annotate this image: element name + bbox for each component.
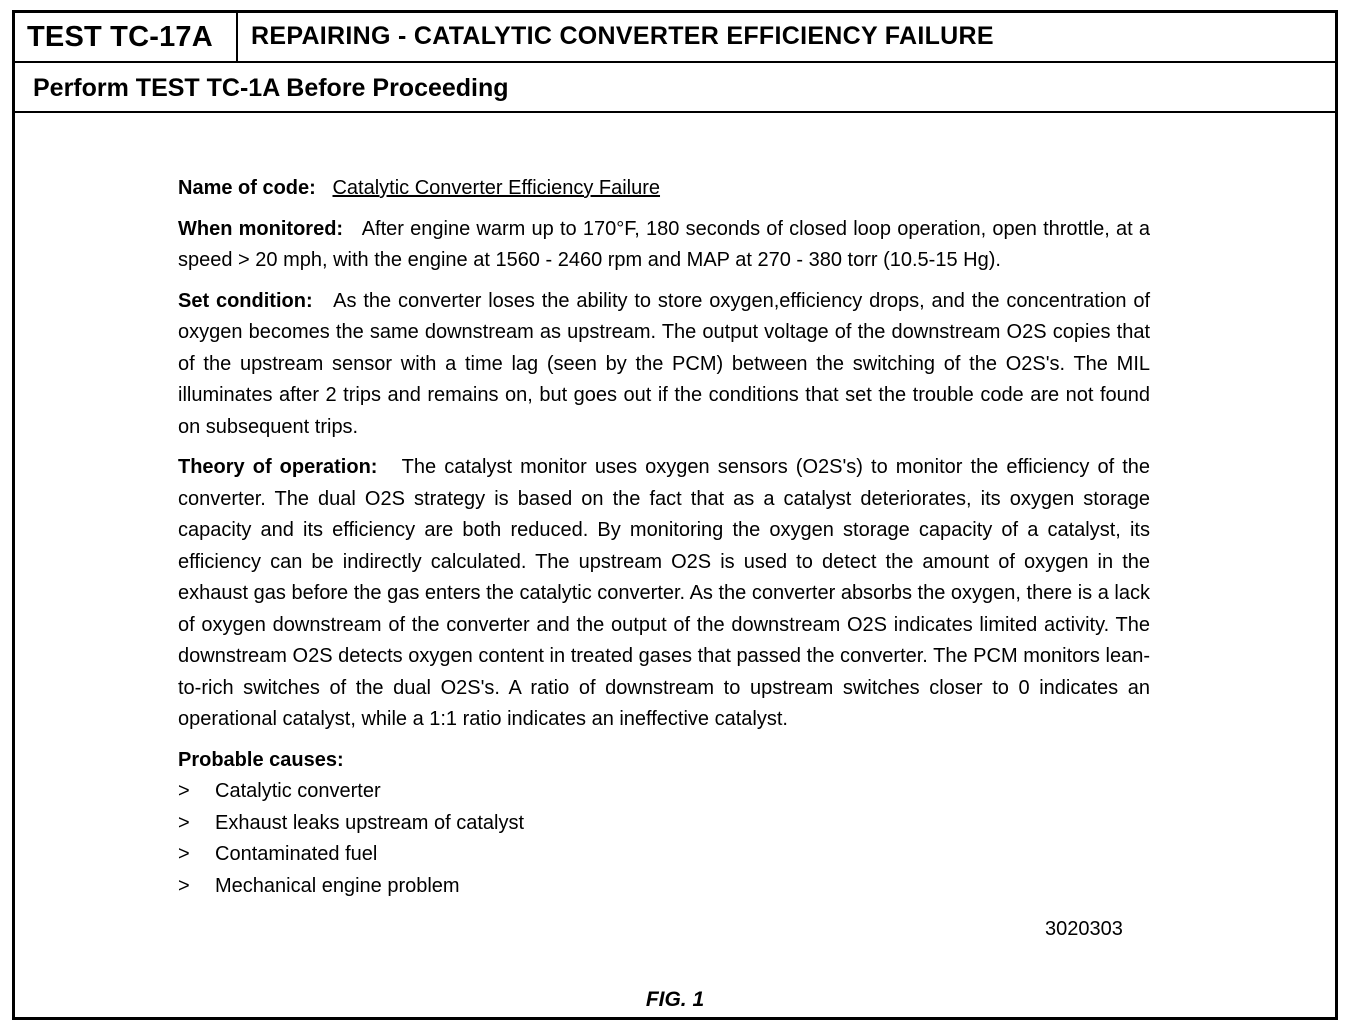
test-content [178, 173, 1150, 902]
list-item [178, 808, 1150, 840]
cause-text: Contaminated fuel [215, 843, 378, 865]
reference-number: 3020303 [1045, 918, 1123, 940]
name-of-code-label: Name of code: [178, 177, 316, 199]
test-header [15, 13, 1335, 63]
when-monitored-text: After engine warm up to 170°F, 180 seconds of closed loop operation, open throttle, at a speed > 20 mph, with the engine at 1560 - 2460 rpm and MAP at 270 - 380 torr (10.5-15 Hg). [178, 217, 1150, 271]
list-item [178, 871, 1150, 903]
code-name: Catalytic Converter Efficiency Failure [332, 177, 661, 199]
list-item [178, 776, 1150, 808]
bullet-marker: > [178, 843, 190, 865]
test-title: REPAIRING - CATALYTIC CONVERTER EFFICIENCY FAILURE [251, 22, 994, 50]
bullet-marker: > [178, 874, 190, 897]
list-item [178, 839, 1150, 871]
set-condition-label: Set condition: [178, 289, 313, 312]
cause-text: Exhaust leaks upstream of catalyst [215, 811, 525, 834]
when-monitored-section [178, 214, 1150, 277]
prerequisite-text: Perform TEST TC-1A Before Proceeding [33, 74, 509, 102]
theory-of-operation-section [178, 452, 1150, 736]
test-id: TEST TC-17A [15, 13, 238, 61]
cause-text: Mechanical engine problem [215, 874, 460, 897]
cause-text: Catalytic converter [215, 780, 381, 802]
document-frame [12, 10, 1338, 1020]
name-of-code-section [178, 173, 1150, 205]
bullet-marker: > [178, 780, 190, 802]
figure-label: FIG. 1 [645, 988, 705, 1011]
bullet-marker: > [178, 811, 190, 834]
theory-of-operation-label: Theory of operation: [178, 456, 378, 478]
set-condition-text: As the converter loses the ability to store oxygen,efficiency drops, and the concentration of oxygen becomes the same downstream as upstream. The output voltage of the downstream O2S copies that of the upstream sensor with a time lag (seen by the PCM) between the switching of the O2S's. The MIL illuminates after 2 trips and remains on, but goes out if the conditions that set the trouble code are not found on subsequent trips. [178, 289, 1150, 438]
when-monitored-label: When monitored: [178, 217, 344, 240]
set-condition-section [178, 286, 1150, 444]
probable-causes-list [178, 776, 1150, 902]
probable-causes-label: Probable causes: [178, 748, 344, 771]
prerequisite-note [15, 65, 1335, 113]
theory-of-operation-text: The catalyst monitor uses oxygen sensors (O2S's) to monitor the efficiency of the converter. The dual O2S strategy is based on the fact that as a catalyst deteriorates, its oxygen storage capacity and its efficiency are both reduced. By monitoring the oxygen storage capacity of a catalyst, its efficiency can be indirectly calculated. The upstream O2S is used to detect the amount of oxygen in the exhaust gas before the gas enters the catalytic converter. As the converter absorbs the oxygen, there is a lack of oxygen downstream of the converter and the output of the downstream O2S indicates limited activity. The downstream O2S detects oxygen content in treated gases that passed the converter. The PCM monitors lean-to-rich switches of the dual O2S's. A ratio of downstream to upstream switches closer to 0 indicates an operational catalyst, while a 1:1 ratio indicates an ineffective catalyst. [178, 456, 1150, 730]
